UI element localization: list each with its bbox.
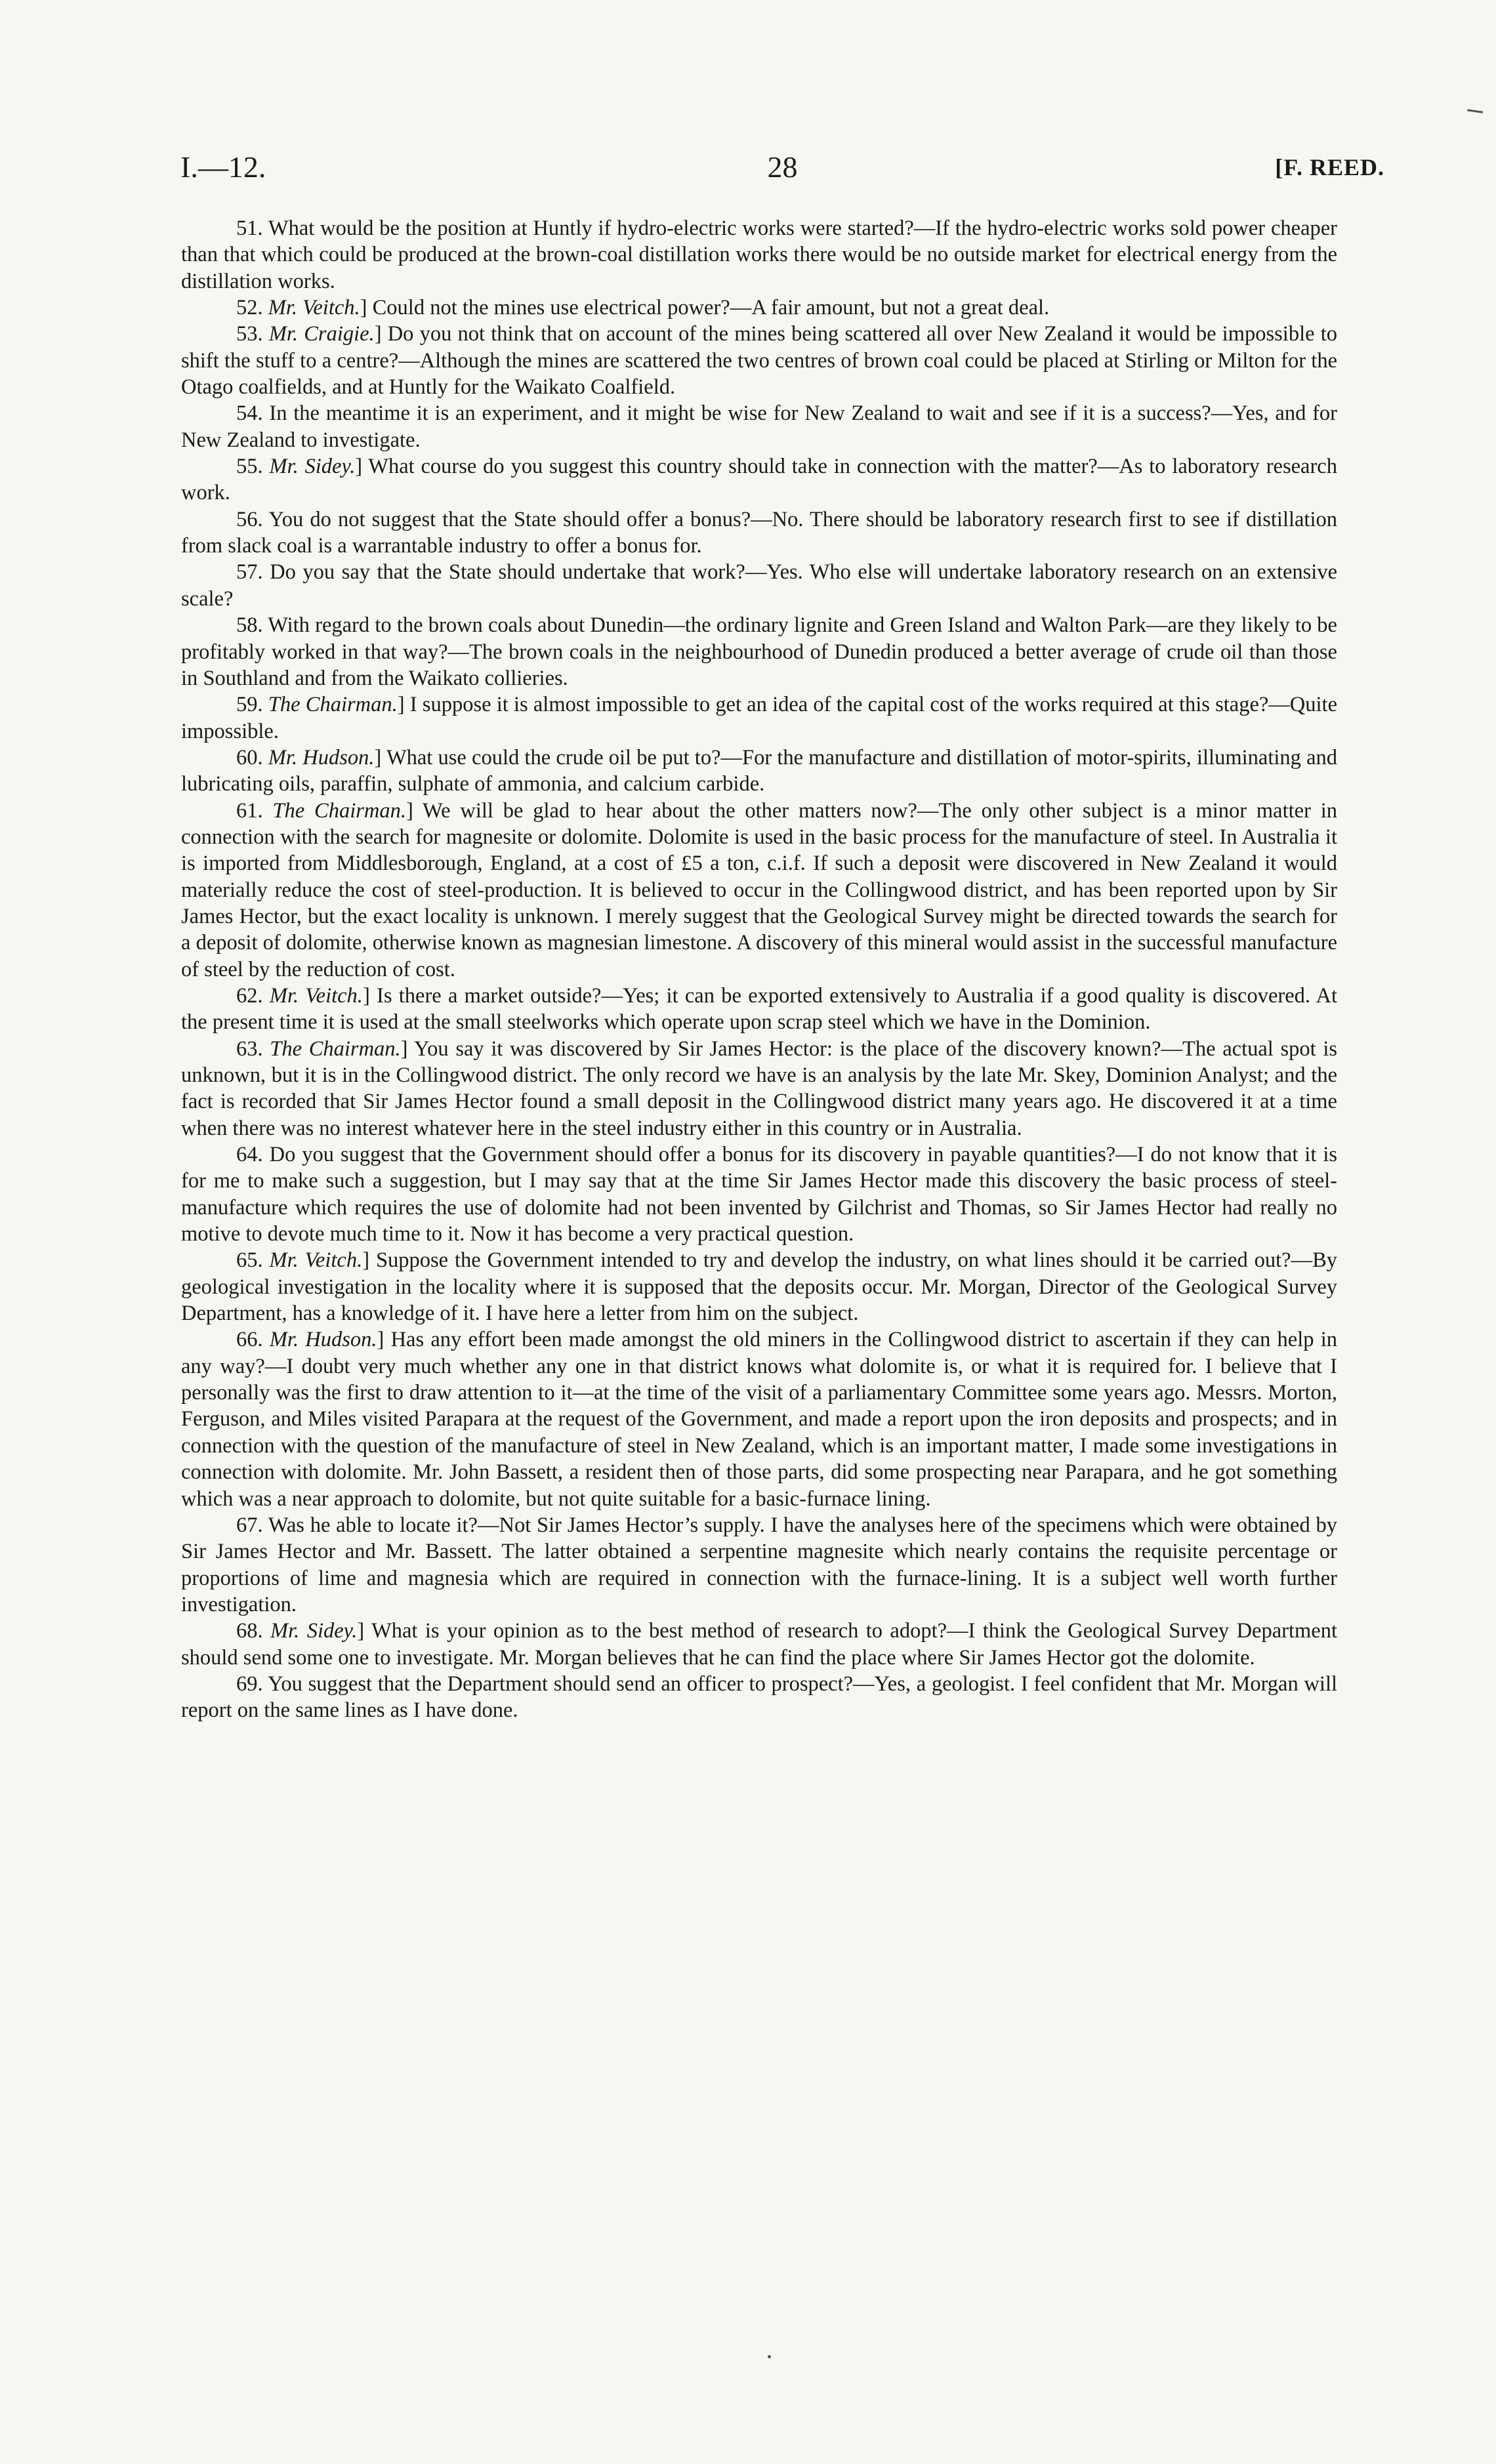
speaker-name: Mr. Sidey. <box>270 1619 358 1643</box>
question-number: 53. <box>236 322 263 346</box>
speaker-name: Mr. Craigie. <box>268 322 375 346</box>
question-text: Do you suggest that the Government should offer a bonus for its discovery in payable quantities?—I do not know that it is for me to make such a suggestion, but I may say that at the time Sir James Hector made this discovery the basic process of steel-manufacture which requires the use of dolomite had not been invented by Gilchrist and Thomas, so Sir James Hector had really no motive to devote much time to it. Now it has become a very practical question. <box>181 1143 1338 1246</box>
speaker-name: Mr. Veitch. <box>269 1248 363 1273</box>
question-paragraph: 68. Mr. Sidey.] What is your opinion as to the best method of research to adopt?—I think the Geological Survey Department should send some one to investigate. Mr. Morgan believes that he can find the place where Sir James Hector got the dolomite. <box>181 1619 1337 1670</box>
question-text: We will be glad to hear about the other matters now?—The only other subject is a minor matter in connection with the search for magnesite or dolomite. Dolomite is used in the basic process for the manufacture of steel. In Australia it is imported from Middlesborough, England, at a cost of £5 a ton, c.i.f. If such a deposit were discovered in New Zealand it would materially reduce the cost of steel-production. It is believed to occur in the Collingwood district, and has been reported upon by Sir James Hector, but the exact locality is unknown. I merely suggest that the Geological Survey might be directed towards the search for a deposit of dolomite, otherwise known as magnesian limestone. A discovery of this mineral would assist in the successful manufacture of steel by the reduction of cost. <box>181 798 1338 981</box>
question-text: You do not suggest that the State should offer a bonus?—No. There should be laboratory research first to see if distillation from slack coal is a warrantable industry to offer a bonus for. <box>181 507 1337 558</box>
question-paragraph <box>181 1141 1337 1247</box>
question-number: 66. <box>236 1328 263 1352</box>
speaker-name: Mr. Veitch. <box>268 296 360 320</box>
question-number: 59. <box>236 693 263 717</box>
question-text: Was he able to locate it?—Not Sir James Hector’s supply. I have the analyses here of the specimens which were obtained by Sir James Hector and Mr. Bassett. The latter obtained a serpentine magnesite which nearly contains the requisite percentage or proportions of lime and magnesia which are required in connection with the furnace-lining. It is a subject well worth further investigation. <box>181 1513 1337 1616</box>
speaker-name: Mr. Hudson. <box>268 745 375 770</box>
question-paragraph <box>181 612 1337 691</box>
question-paragraph <box>181 1512 1337 1618</box>
question-paragraph: 63. The Chairman.] You say it was discovered by Sir James Hector: is the place of the discovery known?—The actual spot is unknown, but it is in the Collingwood district. The only record we have is an analysis by the late Mr. Skey, Dominion Analyst; and the fact is recorded that Sir James Hector found a small deposit in the Collingwood district many years ago. He discovered it at a time when there was no interest whatever here in the steel industry either in this country or in Australia. <box>181 1037 1338 1140</box>
question-number: 55. <box>236 455 263 479</box>
question-text: Do you say that the State should undertake that work?—Yes. Who else will undertake laboratory research on an extensive scale? <box>181 560 1337 611</box>
question-number: 61. <box>236 798 263 823</box>
margin-mark <box>1467 109 1483 113</box>
question-number: 67. <box>236 1513 263 1537</box>
speaker-name: Mr. Veitch. <box>269 983 363 1008</box>
question-number: 56. <box>236 507 263 531</box>
speaker-name: The Chairman. <box>268 693 398 717</box>
question-paragraph <box>181 215 1337 295</box>
question-text: You suggest that the Department should send an officer to prospect?—Yes, a geologist. I feel confident that Mr. Morgan will report on the same lines as I have done. <box>181 1672 1338 1723</box>
question-text: What is your opinion as to the best method of research to adopt?—I think the Geological Survey Department should send some one to investigate. Mr. Morgan believes that he can find the place where Sir James Hector got the dolomite. <box>181 1619 1337 1670</box>
speaker-name: Mr. Sidey. <box>269 455 356 479</box>
question-number: 57. <box>236 560 263 585</box>
question-number: 65. <box>236 1248 263 1273</box>
question-paragraph <box>181 506 1337 560</box>
question-paragraph <box>181 400 1337 453</box>
question-paragraph: 55. Mr. Sidey.] What course do you suggest this country should take in connection with the matter?—As to laboratory research work. <box>181 455 1337 505</box>
question-number: 54. <box>236 401 263 426</box>
document-code: I.—12. <box>180 150 266 184</box>
page-number: 28 <box>767 150 798 184</box>
question-paragraph: 66. Mr. Hudson.] Has any effort been made amongst the old miners in the Collingwood district to ascertain if they can help in any way?—I doubt very much whether any one in that district knows what dolomite is, or what it is required for. I believe that I personally was the first to draw attention to it—at the time of the visit of a parliamentary Committee some years ago. Messrs. Morton, Ferguson, and Miles visited Parapara at the request of the Government, and made a report upon the iron deposits and prospects; and in connection with the question of the manufacture of steel in New Zealand, which is an important matter, I made some investigations in connection with dolomite. Mr. John Bassett, a resident then of those parts, did some prospecting near Parapara, and he got something which was a near approach to dolomite, but not quite suitable for a basic-furnace lining. <box>181 1328 1337 1511</box>
question-paragraph: 62. Mr. Veitch.] Is there a market outside?—Yes; it can be exported extensively to Australia if a good quality is discovered. At the present time it is used at the small steelworks which operate upon scrap steel which we have in the Dominion. <box>181 983 1337 1035</box>
question-text: I suppose it is almost impossible to get an idea of the capital cost of the works required at this stage?—Quite impossible. <box>181 693 1338 743</box>
question-text: What would be the position at Huntly if hydro-electric works were started?—If the hydro-electric works sold power cheaper than that which could be produced at the brown-coal distillation works there would be no outside market for electrical energy from the distillation works. <box>181 216 1337 293</box>
question-number: 63. <box>236 1037 263 1061</box>
question-paragraph: 52. Mr. Veitch.] Could not the mines use electrical power?—A fair amount, but not a great deal. <box>236 296 1050 320</box>
question-paragraph: 59. The Chairman.] I suppose it is almost impossible to get an idea of the capital cost of the works required at this stage?—Quite impossible. <box>181 693 1338 743</box>
question-text: Has any effort been made amongst the old miners in the Collingwood district to ascertain if they can help in any way?—I doubt very much whether any one in that district knows what dolomite is, or what it is required for. I believe that I personally was the first to draw attention to it—at the time of the visit of a parliamentary Committee some years ago. Messrs. Morton, Ferguson, and Miles visited Parapara at the request of the Government, and made a report upon the iron deposits and prospects; and in connection with the question of the manufacture of steel in New Zealand, which is an important matter, I made some investigations in connection with dolomite. Mr. John Bassett, a resident then of those parts, did some prospecting near Parapara, and he got something which was a near approach to dolomite, but not quite suitable for a basic-furnace lining. <box>181 1328 1337 1511</box>
question-number: 52. <box>236 296 263 320</box>
witness-name: [F. REED. <box>1275 154 1384 180</box>
stray-mark <box>768 2355 771 2358</box>
question-paragraph <box>181 559 1337 612</box>
question-number: 58. <box>236 613 263 638</box>
question-paragraph <box>181 1671 1337 1724</box>
speaker-name: The Chairman. <box>272 798 406 823</box>
question-text: What course do you suggest this country should take in connection with the matter?—As to laboratory research work. <box>181 455 1337 505</box>
question-number: 60. <box>236 745 263 770</box>
question-paragraph: 65. Mr. Veitch.] Suppose the Government intended to try and develop the industry, on what lines should it be carried out?—By geological investigation in the locality where it is supposed that the deposits occur. Mr. Morgan, Director of the Geological Survey Department, has a knowledge of it. I have here a letter from him on the subject. <box>181 1248 1338 1326</box>
question-text: Is there a market outside?—Yes; it can be exported extensively to Australia if a good quality is discovered. At the present time it is used at the small steelworks which operate upon scrap steel which we have in the Dominion. <box>181 983 1337 1035</box>
question-number: 62. <box>236 983 263 1008</box>
speaker-name: Mr. Hudson. <box>269 1328 377 1352</box>
question-text: Suppose the Government intended to try and develop the industry, on what lines should it be carried out?—By geological investigation in the locality where it is supposed that the deposits occur. Mr. Morgan, Director of the Geological Survey Department, has a knowledge of it. I have here a letter from him on the subject. <box>181 1248 1338 1326</box>
question-text: Could not the mines use electrical power?—A fair amount, but not a great deal. <box>372 296 1050 320</box>
question-paragraph: 60. Mr. Hudson.] What use could the crude oil be put to?—For the manufacture and distillation of motor-spirits, illuminating and lubricating oils, paraffin, sulphate of ammonia, and calcium carbide. <box>181 745 1337 796</box>
question-number: 68. <box>236 1619 263 1643</box>
document-body <box>181 215 1337 1724</box>
question-number: 64. <box>236 1143 263 1167</box>
page-header <box>180 150 1384 192</box>
question-text: In the meantime it is an experiment, and it might be wise for New Zealand to wait and see if it is a success?—Yes, and for New Zealand to investigate. <box>181 401 1338 452</box>
question-text: You say it was discovered by Sir James Hector: is the place of the discovery known?—The actual spot is unknown, but it is in the Collingwood district. The only record we have is an analysis by the late Mr. Skey, Dominion Analyst; and the fact is recorded that Sir James Hector found a small deposit in the Collingwood district many years ago. He discovered it at a time when there was no interest whatever here in the steel industry either in this country or in Australia. <box>181 1037 1338 1140</box>
question-number: 51. <box>236 216 263 240</box>
question-paragraph: 53. Mr. Craigie.] Do you not think that on account of the mines being scattered all over New Zealand it would be impossible to shift the stuff to a centre?—Although the mines are scattered the two centres of brown coal could be placed at Stirling or Milton for the Otago coalfields, and at Huntly for the Waikato Coalfield. <box>181 322 1337 400</box>
question-text: With regard to the brown coals about Dunedin—the ordinary lignite and Green Island and Walton Park—are they likely to be profitably worked in that way?—The brown coals in the neighbourhood of Dunedin produced a better average of crude oil than those in Southland and from the Waikato collieries. <box>181 613 1337 690</box>
question-text: Do you not think that on account of the mines being scattered all over New Zealand it would be impossible to shift the stuff to a centre?—Although the mines are scattered the two centres of brown coal could be placed at Stirling or Milton for the Otago coalfields, and at Huntly for the Waikato Coalfield. <box>181 322 1337 400</box>
question-number: 69. <box>236 1672 263 1696</box>
question-text: What use could the crude oil be put to?—For the manufacture and distillation of motor-spirits, illuminating and lubricating oils, paraffin, sulphate of ammonia, and calcium carbide. <box>181 745 1337 796</box>
question-paragraph: 61. The Chairman.] We will be glad to hear about the other matters now?—The only other subject is a minor matter in connection with the search for magnesite or dolomite. Dolomite is used in the basic process for the manufacture of steel. In Australia it is imported from Middlesborough, England, at a cost of £5 a ton, c.i.f. If such a deposit were discovered in New Zealand it would materially reduce the cost of steel-production. It is believed to occur in the Collingwood district, and has been reported upon by Sir James Hector, but the exact locality is unknown. I merely suggest that the Geological Survey might be directed towards the search for a deposit of dolomite, otherwise known as magnesian limestone. A discovery of this mineral would assist in the successful manufacture of steel by the reduction of cost. <box>181 798 1338 981</box>
speaker-name: The Chairman. <box>270 1037 401 1061</box>
